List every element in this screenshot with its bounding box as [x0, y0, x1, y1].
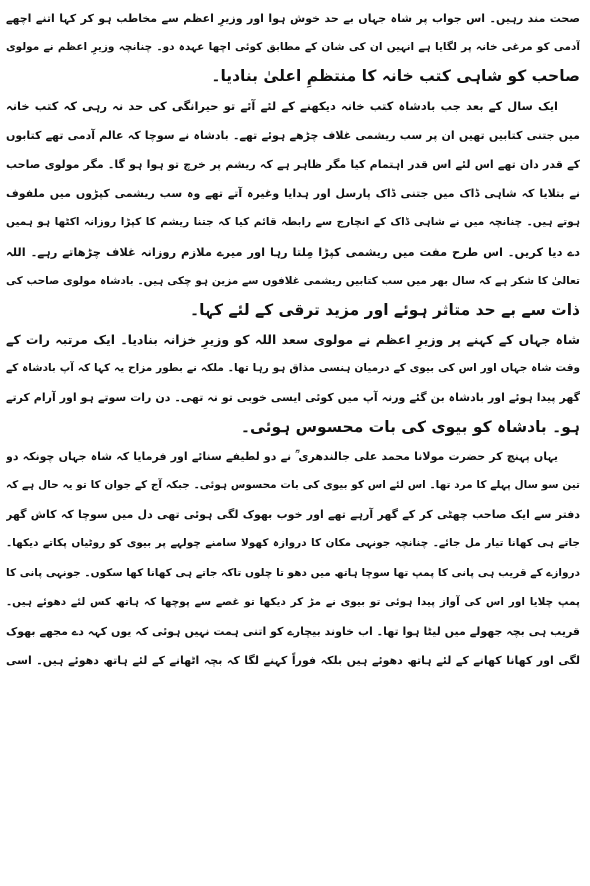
text-line: یہاں پہنچ کر حضرت مولانا محمد علی جالندھری ؒ نے دو لطیفے سنائے اور فرمایا کہ شاہ جہاں چونکہ دو: [6, 449, 558, 463]
text-line: دے دیا کریں۔ اس طرح مفت میں ریشمی کپڑا مِلتا رہا اور میرے ملازم روزانہ غلاف چڑھاتے رہے۔ اللہ: [6, 244, 580, 259]
text-line: تعالیٰ کا شکر ہے کہ سال بھر میں سب کتابیں ریشمی غلافوں سے مزین ہو چکی ہیں۔ بادشاہ مولوی صاحب کی: [6, 274, 580, 287]
text-line: آدمی کو مرغی خانہ پر لگایا ہے انہیں ان کی شان کے مطابق کوئی اچھا عہدہ دو۔ چنانچہ وزیرِ اعظم نے مولوی: [6, 41, 580, 54]
text-line: ہوتے ہیں۔ چنانچہ میں نے شاہی ڈاک کے انچارج سے رابطہ قائم کیا کہ جتنا ریشم کا کپڑا روزانہ اکٹھا ہو ہمیں: [6, 216, 580, 229]
text-line: صحت مند رہیں۔ اس جواب پر شاہ جہاں بے حد خوش ہوا اور وزیرِ اعظم سے مخاطب ہو کر کہا اتنے اچھے: [6, 12, 580, 25]
paragraph-1: [6, 4, 580, 92]
text-line: نے بتلایا کہ شاہی ڈاک میں جتنی ڈاک پارسل اور ہدایا وغیرہ آتے تھے وہ سب ریشمی کپڑوں میں ملفوف: [6, 187, 580, 201]
text-line: ہو۔ بادشاہ کو بیوی کی بات محسوس ہوئی۔: [240, 417, 580, 436]
text-line: ایک سال کے بعد جب بادشاہ کتب خانہ دیکھنے کے لئے آئے تو حیرانگی کی حد نہ رہی کہ کتب خانہ: [6, 98, 558, 113]
text-line: لگی اور کھانا کھانے کے لئے ہاتھ دھوئے ہیں بلکہ فوراً کہنے لگا کہ بچہ اٹھانے کے لئے ہاتھ دھوئے ہیں۔ اسی: [6, 654, 580, 668]
text-line: دروازے کے قریب ہی پانی کا پمپ تھا سوچا ہاتھ میں دھو تا چلوں تاکہ جاتے ہی کھانا کھا سکوں۔ جونہی پانی کا: [6, 566, 580, 579]
text-line: پمپ چلایا اور اس کی آواز پیدا ہوئی تو بیوی نے مڑ کر دیکھا تو غصے سے پوچھا کہ ہاتھ کس لئے دھوئے ہیں۔: [6, 595, 580, 608]
text-line: صاحب کو شاہی کتب خانہ کا منتظمِ اعلیٰ بنادیا۔: [211, 67, 580, 86]
paragraph-2: [6, 92, 580, 326]
text-line: وقت شاہ جہاں اور اس کی بیوی کے درمیان ہنسی مذاق ہو رہا تھا۔ ملکہ نے بطور مزاح یہ کہا کہ آپ بادشاہ کے: [6, 362, 580, 375]
paragraph-3: [6, 325, 580, 442]
text-line: میں جتنی کتابیں تھیں ان پر سب ریشمی غلاف چڑھے ہوئے تھے۔ بادشاہ نے سوچا کہ عالم آدمی تھے کتابوں: [6, 128, 580, 142]
text-line: گھر پیدا ہوئے اور بادشاہ بن گئے ورنہ آپ میں کوئی ایسی خوبی تو نہ تھی۔ دن رات سوتے ہو اور آرام کرتے: [6, 391, 580, 405]
text-line: کے قدر دان تھے اس لئے اس قدر اہتمام کیا مگر ظاہر ہے کہ ریشم پر خرچ تو ہوا ہو گا۔ مگر مولوی صاحب: [6, 157, 580, 171]
text-line: قریب ہی بچہ جھولے میں لیٹا ہوا تھا۔ اب خاوند بیچارے کو اتنی ہمت نہیں ہوئی کہ یوں کہہ دے مجھے بھوک: [6, 624, 580, 638]
paragraph-4: [6, 442, 580, 676]
text-line: دفتر سے ایک صاحب چھٹی کر کے گھر آرہے تھے اور خوب بھوک لگی ہوئی تھی دل میں سوچا کہ کاش گھر: [6, 508, 580, 522]
text-line: تین سو سال پہلے کا مرد تھا۔ اس لئے اس کو بیوی کی بات محسوس ہوئی۔ جبکہ آج کے جوان کا تو یہ حال ہے کہ: [6, 479, 580, 491]
text-line: جاتے ہی کھانا تیار مل جائے۔ چنانچہ جونہی مکان کا دروازہ کھولا سامنے چولہے پر بیوی کو روٹیاں پکاتے دیکھا۔: [6, 537, 580, 550]
text-line: شاہ جہاں کے کہنے پر وزیرِ اعظم نے مولوی سعد اللہ کو وزیرِ خزانہ بنادیا۔ ایک مرتبہ رات کے: [6, 332, 580, 348]
text-line: ذات سے بے حد متاثر ہوئے اور مزید ترقی کے لئے کہا۔: [190, 300, 580, 319]
